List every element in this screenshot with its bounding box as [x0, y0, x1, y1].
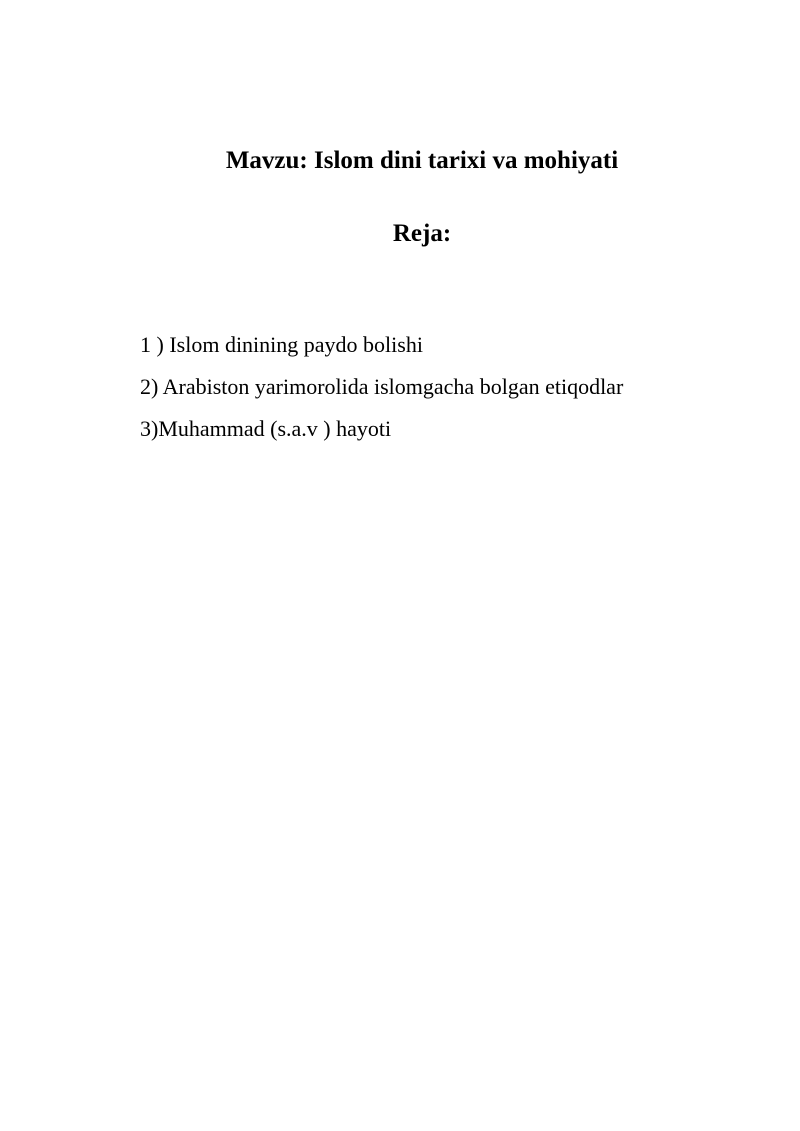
plan-item-2: 2) Arabiston yarimorolida islomgacha bolgan etiqodlar — [140, 374, 624, 399]
plan-item-1: 1 ) Islom dinining paydo bolishi — [140, 332, 423, 357]
plan-heading: Reja: — [392, 220, 452, 247]
document-title: Mavzu: Islom dini tarixi va mohiyati — [225, 147, 619, 174]
plan-list — [140, 324, 623, 450]
plan-item-3: 3)Muhammad (s.a.v ) hayoti — [140, 416, 392, 441]
